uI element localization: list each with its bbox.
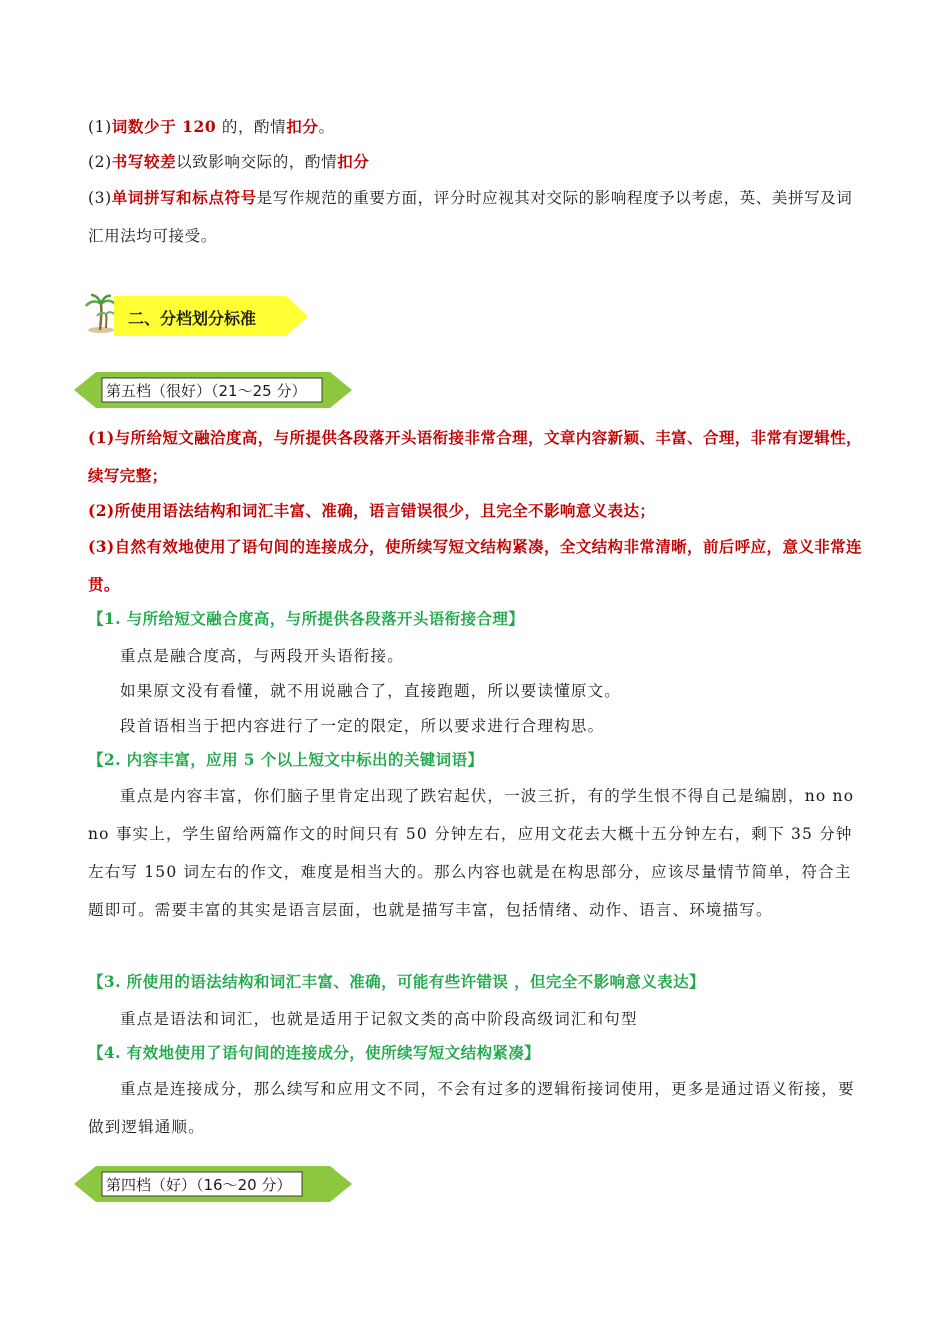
- criterion-1: (1)与所给短文融洽度高，与所提供各段落开头语衔接非常合理，文章内容新颖、丰富、合理，非常有逻辑性，续写完整；: [88, 428, 862, 485]
- point-heading-4: 【4. 有效地使用了语句间的连接成分，使所续写短文结构紧凑】: [88, 1043, 541, 1062]
- point-heading-3: 【3. 所使用的语法结构和词汇丰富、准确，可能有些许错误 ，但完全不影响意义表达】: [88, 972, 705, 991]
- point-1-line-3: 段首语相当于把内容进行了一定的限定，所以要求进行合理构思。: [120, 717, 605, 735]
- criterion-2: (2)所使用语法结构和词汇丰富、准确，语言错误很少，且完全不影响意义表达；: [88, 501, 656, 520]
- point-2-text: 重点是内容丰富，你们脑子里肯定出现了跌宕起伏，一波三折，有的学生恨不得自己是编剧，no no no 事实上，学生留给两篇作文的时间只有 50 分钟左右，应用文花去大概十五分钟左右，剩下 35 分钟左右写 150 词左右的作文，难度是相当大的。那么内容也就是在构思部分，应该尽量情节简单，符合主题即可。需要丰富的其实是语言层面，也就是描写丰富，包括情绪、动作、语言、环境描写。: [88, 787, 855, 919]
- palm-tree-icon: [84, 292, 118, 334]
- grade-4-label: 第四档（好）（16～20 分）: [106, 1176, 292, 1194]
- intro-item-1: (1)词数少于 120 的，酌情扣分。: [88, 117, 335, 136]
- point-3-text: 重点是语法和词汇，也就是适用于记叙文类的高中阶段高级词汇和句型: [120, 1010, 638, 1028]
- intro-item-2: (2)书写较差以致影响交际的，酌情扣分: [88, 152, 370, 171]
- point-4-text: 重点是连接成分，那么续写和应用文不同，不会有过多的逻辑衔接词使用，更多是通过语义衔接，要做到逻辑通顺。: [88, 1080, 855, 1136]
- grade-4-tag: [74, 1166, 354, 1202]
- section-heading: [84, 290, 314, 340]
- point-heading-2: 【2. 内容丰富，应用 5 个以上短文中标出的关键词语】: [88, 750, 484, 769]
- point-1-line-2: 如果原文没有看懂，就不用说融合了，直接跑题，所以要读懂原文。: [120, 682, 622, 700]
- point-1-line-1: 重点是融合度高，与两段开头语衔接。: [120, 647, 404, 665]
- criterion-3: (3)自然有效地使用了语句间的连接成分，使所续写短文结构紧凑，全文结构非常清晰，前后呼应，意义非常连贯。: [88, 537, 862, 594]
- intro-item-3: (3)单词拼写和标点符号是写作规范的重要方面，评分时应视其对交际的影响程度予以考虑，英、美拼写及词汇用法均可接受。: [88, 188, 853, 245]
- point-heading-1: 【1. 与所给短文融合度高，与所提供各段落开头语衔接合理】: [88, 609, 525, 628]
- grade-5-tag: [74, 372, 354, 408]
- section-title: 二、分档划分标准: [128, 309, 257, 328]
- grade-5-label: 第五档（很好）（21～25 分）: [106, 382, 307, 400]
